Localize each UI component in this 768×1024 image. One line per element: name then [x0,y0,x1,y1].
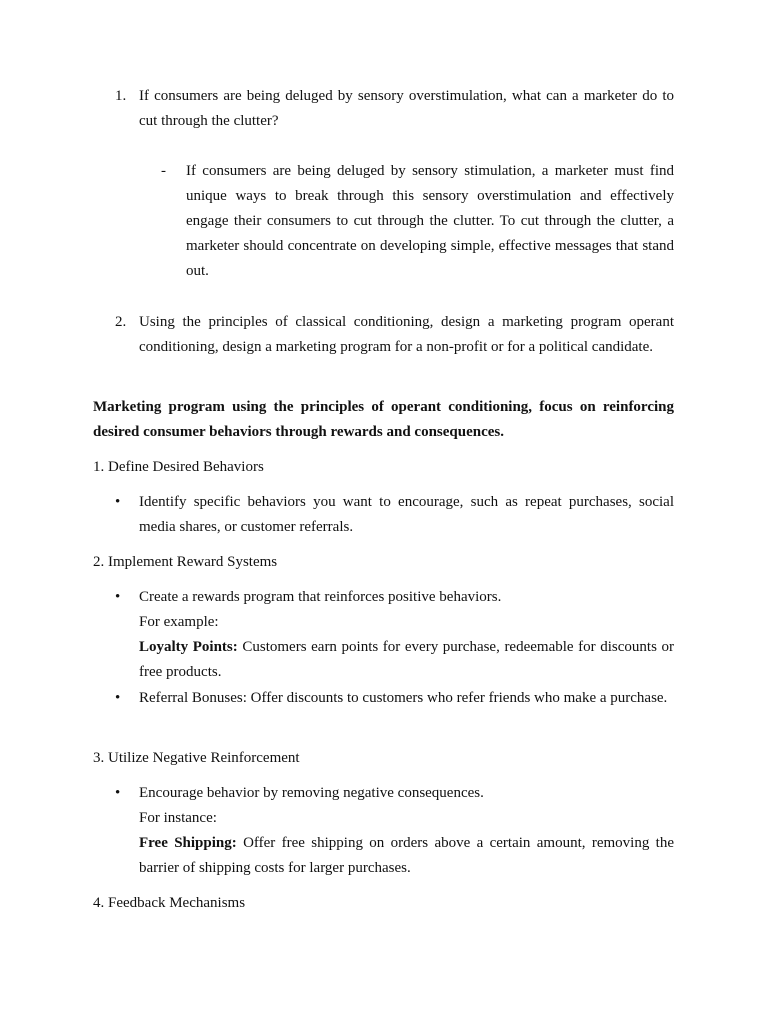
question-2 [115,310,674,360]
list-item [115,585,674,685]
section-title-2: 2. Implement Reward Systems [93,554,278,570]
bullet-text: Create a rewards program that reinforces positive behaviors. [139,589,502,605]
bullet-icon: • [115,494,121,510]
example-paragraph [139,635,674,685]
example-text: Customers earn points for every purchase, redeemable for discounts or free products. [139,639,674,680]
bullet-text: Referral Bonuses: Offer discounts to customers who refer friends who make a purchase. [139,690,668,706]
program-heading: Marketing program using the principles of operant conditioning, focus on reinforcing desired consumer behaviors through rewards and consequences. [93,399,674,440]
question-text: If consumers are being deluged by sensory overstimulation, what can a marketer do to cut through the clutter? [139,88,674,129]
bullet-icon: • [115,690,121,706]
section-title-3: 3. Utilize Negative Reinforcement [93,750,300,766]
example-text: Offer free shipping on orders above a certain amount, removing the barrier of shipping costs for larger purchases. [139,835,675,876]
example-paragraph [139,831,674,881]
question-1 [115,84,674,134]
section-title-4: 4. Feedback Mechanisms [93,895,246,911]
example-label: Free Shipping: [139,835,237,851]
section-title-1: 1. Define Desired Behaviors [93,459,264,475]
list-item [115,781,674,881]
example-intro: For instance: [139,810,217,826]
question-text: Using the principles of classical conditioning, design a marketing program operant conditioning, design a marketing program for a non-profit or for a political candidate. [139,314,674,355]
bullet-content [139,781,674,881]
question-number: 2. [115,314,127,330]
question-number: 1. [115,88,127,104]
list-item [115,490,674,540]
bullet-text: Encourage behavior by removing negative consequences. [139,785,484,801]
bullet-content [139,585,674,685]
example-label: Loyalty Points: [139,639,238,655]
bullet-icon: • [115,589,121,605]
answer-1 [161,159,674,284]
example-intro: For example: [139,614,219,630]
bullet-text: Identify specific behaviors you want to encourage, such as repeat purchases, social media shares, or customer referrals. [139,494,674,535]
answer-text: If consumers are being deluged by sensory stimulation, a marketer must find unique ways to break through this sensory overstimulation and effectively engage their consumers to cut through the clutter. To cut through the clutter, a marketer should concentrate on developing simple, effective messages that stand out. [186,163,674,279]
dash-marker: - [161,163,166,179]
bullet-icon: • [115,785,121,801]
list-item [115,686,674,711]
